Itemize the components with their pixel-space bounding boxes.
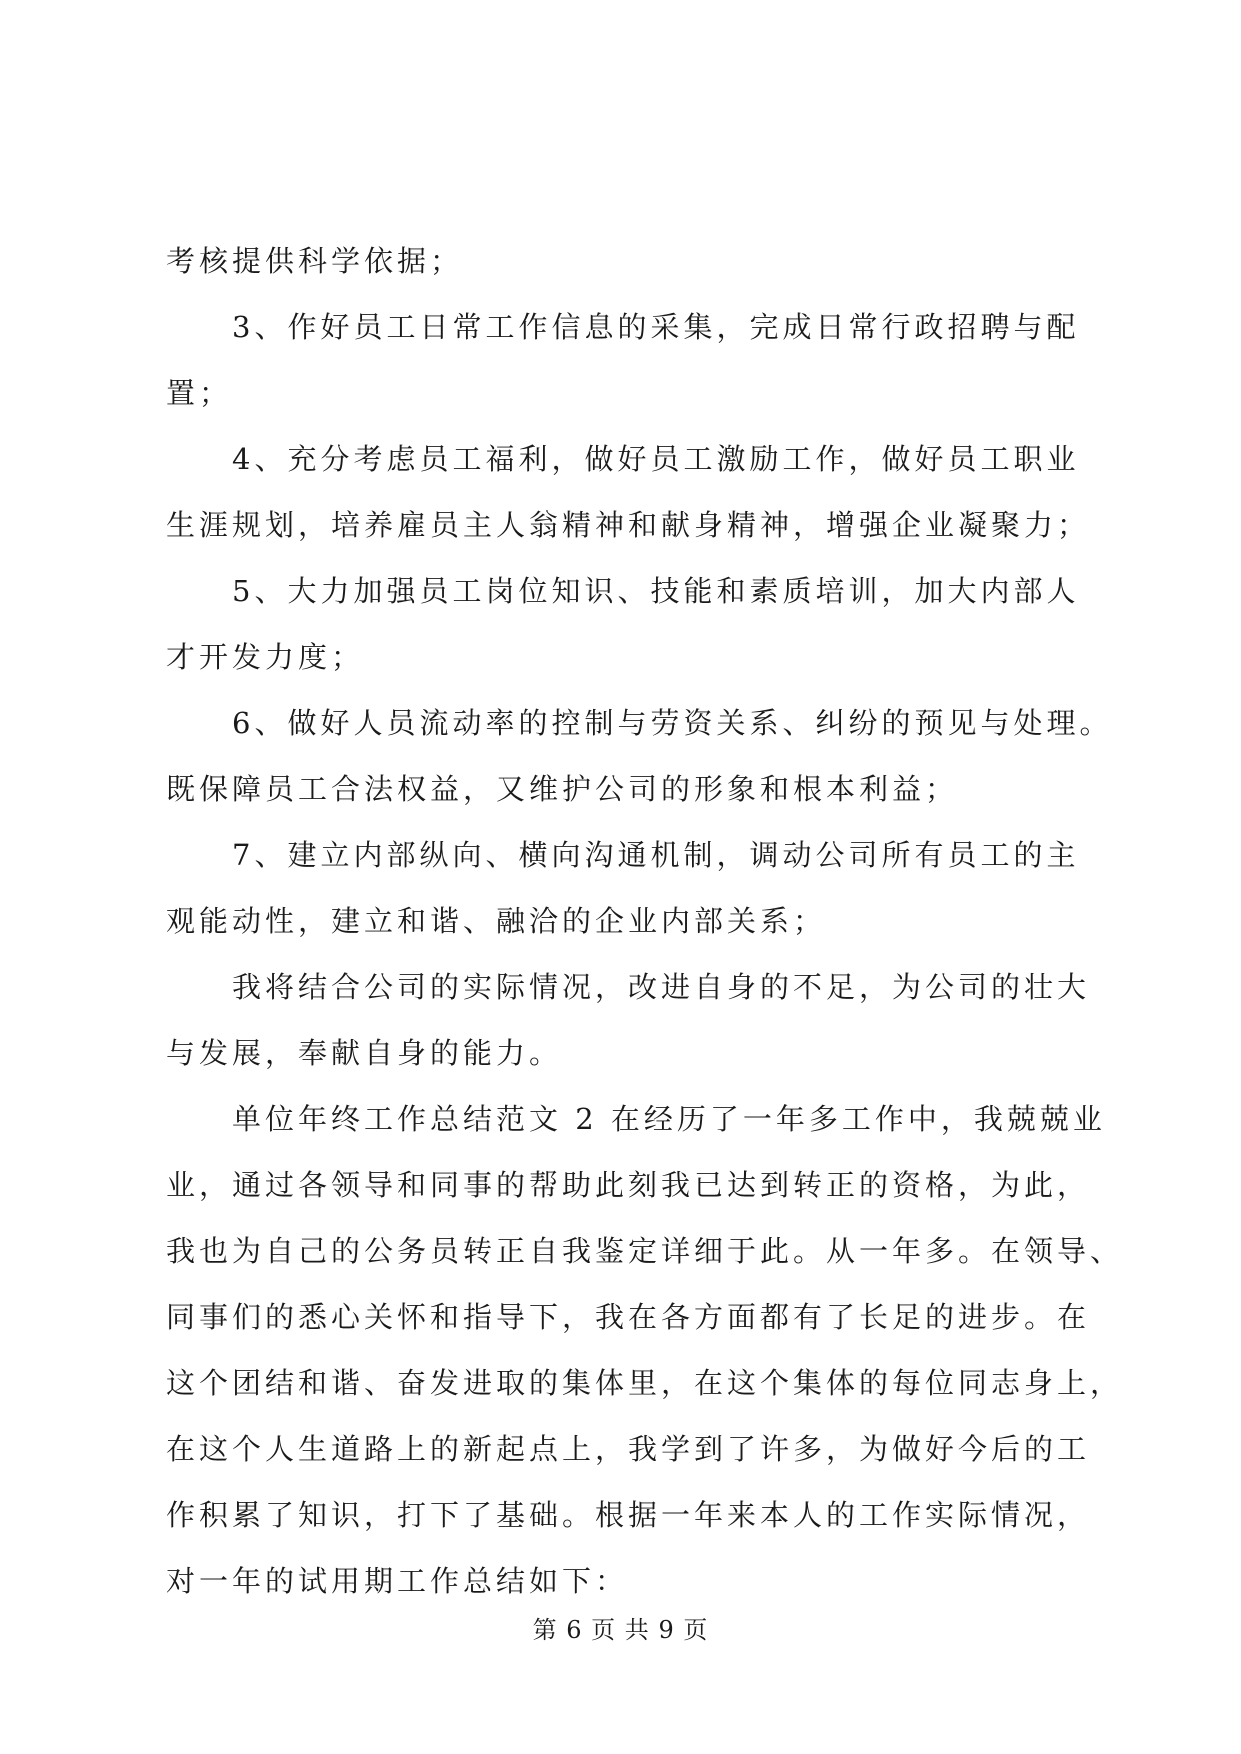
page-number-footer: 第 6 页 共 9 页 [532,1616,709,1644]
text-line: 对一年的试用期工作总结如下： [166,1564,629,1598]
text-line: 5、大力加强员工岗位知识、技能和素质培训，加大内部人 [232,574,1080,608]
text-line: 与发展，奉献自身的能力。 [166,1036,563,1070]
text-line: 既保障员工合法权益，又维护公司的形象和根本利益； [166,772,959,806]
text-line: 同事们的悉心关怀和指导下，我在各方面都有了长足的进步。在 [166,1300,1091,1334]
text-line: 我也为自己的公务员转正自我鉴定详细于此。从一年多。在领导、 [166,1234,1124,1268]
text-line: 4、充分考虑员工福利，做好员工激励工作，做好员工职业 [232,442,1080,476]
text-line: 生涯规划，培养雇员主人翁精神和献身精神，增强企业凝聚力； [166,508,1091,542]
text-line: 业，通过各领导和同事的帮助此刻我已达到转正的资格，为此， [166,1168,1091,1202]
text-line: 观能动性，建立和谐、融洽的企业内部关系； [166,904,827,938]
text-line: 考核提供科学依据； [166,244,464,278]
text-line: 我将结合公司的实际情况，改进自身的不足，为公司的壮大 [232,970,1091,1004]
text-line: 置； [166,376,233,410]
text-line: 7、建立内部纵向、横向沟通机制，调动公司所有员工的主 [232,838,1080,872]
text-line: 才开发力度； [166,640,365,674]
text-line: 6、做好人员流动率的控制与劳资关系、纠纷的预见与处理。 [232,706,1113,740]
text-line: 在这个人生道路上的新起点上，我学到了许多，为做好今后的工 [166,1432,1091,1466]
text-line: 3、作好员工日常工作信息的采集，完成日常行政招聘与配 [232,310,1080,344]
text-line: 这个团结和谐、奋发进取的集体里，在这个集体的每位同志身上， [166,1366,1124,1400]
document-body [166,228,1124,1614]
text-line: 单位年终工作总结范文 2 在经历了一年多工作中，我兢兢业 [232,1102,1106,1136]
text-line: 作积累了知识，打下了基础。根据一年来本人的工作实际情况， [166,1498,1091,1532]
